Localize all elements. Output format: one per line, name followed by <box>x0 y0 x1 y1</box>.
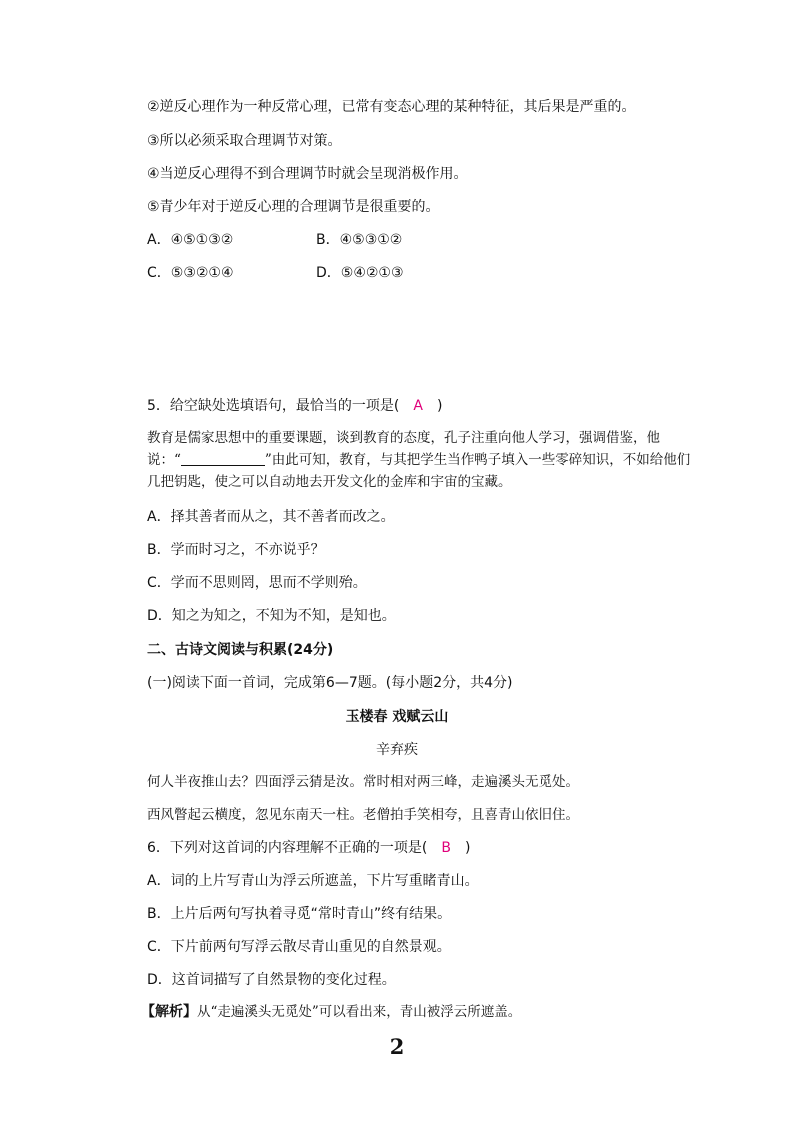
q5-stem-close: ) <box>422 398 443 414</box>
q6-answer: B <box>441 840 451 856</box>
q5-passage-line-3: 几把钥匙，使之可以自动地去开发文化的金库和宇宙的宝藏。 <box>147 474 512 490</box>
analysis-label: 【解析】 <box>141 1004 197 1020</box>
poem-line-1: 何人半夜推山去？四面浮云猜是汝。常时相对两三峰，走遍溪头无觅处。 <box>147 774 579 790</box>
q6-analysis <box>141 1003 521 1021</box>
q4-option-d: D．⑤④②①③ <box>316 265 404 281</box>
q6-option-a: A．词的上片写青山为浮云所遮盖，下片写重睹青山。 <box>147 873 479 889</box>
q4-item-3: ③所以必须采取合理调节对策。 <box>147 133 342 149</box>
section-2-sub-1: (一)阅读下面一首词，完成第6—7题。(每小题2分，共4分) <box>147 675 513 691</box>
q6-stem-text: 6．下列对这首词的内容理解不正确的一项是( <box>147 840 442 856</box>
q5-stem-text: 5．给空缺处选填语句，最恰当的一项是( <box>147 398 414 414</box>
poem-title: 玉楼春 戏赋云山 <box>345 709 449 725</box>
q5-option-c: C．学而不思则罔，思而不学则殆。 <box>147 575 367 591</box>
poem-line-2: 西风瞥起云横度，忽见东南天一柱。老僧拍手笑相夸，且喜青山依旧住。 <box>147 807 579 823</box>
q6-option-b: B．上片后两句写执着寻觅“常时青山”终有结果。 <box>147 906 452 922</box>
q4-option-b: B．④⑤③①② <box>316 232 403 248</box>
q6-stem <box>147 839 470 857</box>
q5-stem <box>147 397 442 415</box>
section-2-heading: 二、古诗文阅读与积累(24分) <box>147 642 334 658</box>
q5-passage-line-1: 教育是儒家思想中的重要课题，谈到教育的态度，孔子注重向他人学习，强调借鉴，他 <box>147 430 660 446</box>
q5-passage-line-2-end: ”由此可知，教育，与其把学生当作鸭子填入一些零碎知识，不如给他们 <box>264 452 691 468</box>
q6-option-c: C．下片前两句写浮云散尽青山重见的自然景观。 <box>147 939 451 955</box>
q4-item-4: ④当逆反心理得不到合理调节时就会呈现消极作用。 <box>147 166 468 182</box>
q4-item-2: ②逆反心理作为一种反常心理，已常有变态心理的某种特征，其后果是严重的。 <box>147 99 636 115</box>
q5-answer: A <box>413 398 423 414</box>
q5-passage-line-2-start: 说：“ <box>147 452 181 468</box>
q6-stem-close: ) <box>450 840 471 856</box>
q6-option-d: D．这首词描写了自然景物的变化过程。 <box>147 972 396 988</box>
q5-passage-line-2 <box>147 451 690 469</box>
poem-author: 辛弃疾 <box>376 742 418 758</box>
q5-option-d: D．知之为知之，不知为不知，是知也。 <box>147 608 396 624</box>
q5-option-b: B．学而时习之，不亦说乎？ <box>147 542 325 558</box>
q4-option-a: A．④⑤①③② <box>147 232 234 248</box>
q4-option-c: C．⑤③②①④ <box>147 265 234 281</box>
q5-option-a: A．择其善者而从之，其不善者而改之。 <box>147 509 395 525</box>
q4-item-5: ⑤青少年对于逆反心理的合理调节是很重要的。 <box>147 199 440 215</box>
analysis-text: 从“走遍溪头无觅处”可以看出来，青山被浮云所遮盖。 <box>197 1004 522 1020</box>
page-number: 2 <box>389 1034 405 1059</box>
fill-in-blank <box>181 451 265 466</box>
